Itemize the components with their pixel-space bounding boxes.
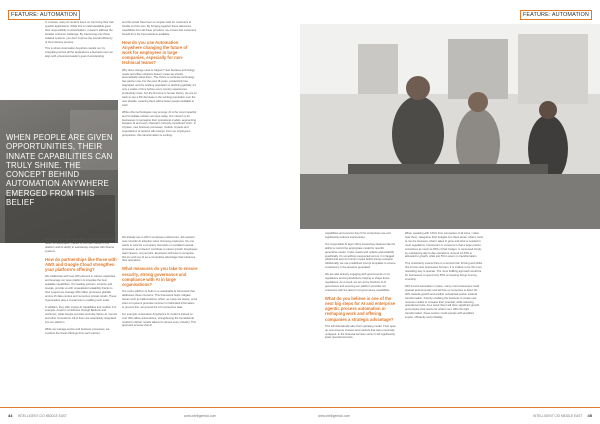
publication-name-right: INTELLIGENT CIO MIDDLE EAST [533,414,583,418]
paragraph: While other technologies may emerge, AI is the most impactful and immediate solution we have today. Our mission is for businesses to reimagine their operational models, augmenting between AI and every channel's currently considered 'work'. In AI place, new business processes, models, impacts and expectations of workers will emerge. From an employee's perspective, this transformation is exciting. [122,110,197,138]
left-col1-bottom [45,238,118,414]
paragraph: With AI and automation in place, many more businesses could operate autonomously and will free up resources to direct 30-40% towards growth and another substantial portion towards transformation, thereby enabling the business to create new revenue models to increase their potential, while reducing operational costs. As a result that it will drive significant growth and prepare their teams for what's next. With the right transformation, these sectors could operate with amplified impact, efficiently and profitably. [405,284,480,320]
paragraph: We are also actively engaging with governments on AI regulations across jurisdictions helping to shape these regulations. As a result, we are at the forefront of AI governance and ensuring our platform provides our customers with the latest in AI governance capabilities. [325,273,391,292]
footer-right [533,413,592,418]
paragraph: This uncertainty means there is a survival risk: thriving and whilst this is how most businesses function, it is unlikely to be the most rewarding way to operate. The more fulfilling approach would be for businesses to spend only 50% on keeping things running smoothly. [405,262,483,281]
footer-url-left: www.intelligentcio.com [184,414,217,418]
paragraph: operations. This approach enables us to deliver a new kind of return on automation, thanks to the open nature of our platform and its ability to seamlessly integrate with diverse systems. [45,238,118,253]
paragraph: Why does change need to happen? Just because technology needs and office solutions doesn't mean we should automatically adopt them. The choice to embrace technology has partner one. For the past 18 years, productivity has stagnated, and the working population is declining globally. It's only a matter of time before every country experiences productivity crisis. For the first time in human history, we are on track to see a 5% decrease in the working population over the next decade, meaning there will be fewer people available to work. [122,68,197,107]
paragraph: capabilities and ensures they fit for enterprises use and significantly reduces inaccuracies. [325,232,391,239]
question-heading: What measures do you take to ensure security, strong governance and compliance with AI in large organisations? [122,266,198,287]
left-col2-bottom [122,236,198,414]
section-tag-right: FEATURE: AUTOMATION [520,10,592,20]
right-page [300,0,600,424]
office-photo-right [300,24,600,229]
paragraph: In contrast, many AI vendors focus on improving their own specific applications. While this is understandable given their responsibility to shareholders, it doesn't address the broader customer challenge. By intervening only those isolated systems, you don't improve the overall efficiency of the business process. [45,21,115,44]
right-col4 [405,232,483,412]
paragraph: In addition, they offer unique AI capabilities and models. For example, Amazon contributes through Bedrock and Anthropic, while Google provides tools like Vertex AI, Gemini and other innovations. All of them are seamlessly integrated into our platform. [45,305,117,325]
photo-scene [300,24,600,229]
footer-left [8,413,67,418]
pull-quote: WHEN PEOPLE ARE GIVEN OPPORTUNITIES, THEIR INNATE CAPABILITIES CAN TRULY SHINE. THE CONCEPT BEHIND AUTOMATION ANYWHERE EMERGED FROM THIS BELIEF [6,133,113,208]
paragraph: While we manage end-to-end business processes, we combine the finest offerings from each partner [45,328,110,336]
left-col1-top [45,21,115,81]
left-col2-top [122,21,198,233]
section-tag-left: FEATURE: AUTOMATION [8,10,80,20]
paragraph: This is where Automation Anywhere stands out: by integrating across all the applications a business user we align with a business leader's goal of accelerating [45,47,113,59]
publication-name-left: INTELLIGENT CIO MIDDLE EAST [17,414,67,418]
paragraph: We already see a shift in employee preferences. Job seekers now consider AI adoption when choosing employers. No one wants to work for a company that relies on outdated manual processes, as it doesn't contribute to career growth. Employees want careers, not just jobs. Employers will have to recognise this too and use AI as a competitive advantage that enhances their operations. [122,236,198,263]
paragraph: When speaking with CXOs from companies of all sizes, I often hear them, categorise their budgets into three areas: what it costs to run the business, what it takes to grow and what is needed to meet regulations. Intervention in concerns is that a large portion, sometimes as much as 80% of their budget, is consumed simply by maintaining day-to-day operations. Around 10-15% is allocated to growth, while just 5% is spent on transformation. [405,232,483,259]
paragraph: and this would have been a complex task for customers to handle on their own. By bringing together these advanced capabilities from all these providers, we ensure that customers benefit from the best solutions available. [122,21,197,36]
footer-url-right: www.intelligentcio.com [318,414,351,418]
paragraph: We collaborate with over 200 partners in various capacities and leverage our open platform to integrate the best available capabilities. Our leading partners, Amazon and Google, provide us with unparalleled scalability thanks to their support we manage 300 million processes globally across 16 data centres and numerous private clouds. These hyperscalers play a crucial role in enabling such scale. [45,275,117,302]
paragraph: Our entire platform is built on a sustainable AI framework that addresses these concerns. This framework helps mitigate issues such as hallucinations, which, as many are aware, occur when AI systems generate incorrect or fabricated information, to prevent this, we ground the AI in enterprise data. [122,290,198,309]
question-heading: How do partnerships like those with AWS and Google Cloud strengthen your platform's offering? [45,256,117,273]
paragraph: For example, Automation Anywhere's AI model is trained on over 300 million automations, strengthening the foundational models to deliver results tailored to almost every industry. This approach ensures that AI [122,312,196,328]
right-col3 [325,232,397,412]
question-heading: How do you use Automation Anywhere changing the future of work for employees in large companies, especially for non-technical teams? [122,39,188,66]
page-number-left: 44 [8,413,13,418]
paragraph: This will dramatically alter their operating model. Their open up new revenue streams and markets that were previously untapped. In the financial services sector it will significantly lower operational costs. [325,324,396,340]
question-heading: What do you believe is one of the next big steps for AI and enterprise agentic process automation in reshaping work and offering companies a strategic advantage? [325,295,396,322]
paragraph: Our responsible AI layer offers several key features like the ability to restrict the appropriate model for specific generative needs. It also masks and redacts and establish specifically. It's something unexpected occurs, it is flagged. Added and sent for human review before being reviewed. Additionally, we use predefined prompt templates to ensure consistency in the answers generated. [325,242,396,270]
footer-rule-left [0,407,300,408]
page-number-right: 45 [587,413,592,418]
